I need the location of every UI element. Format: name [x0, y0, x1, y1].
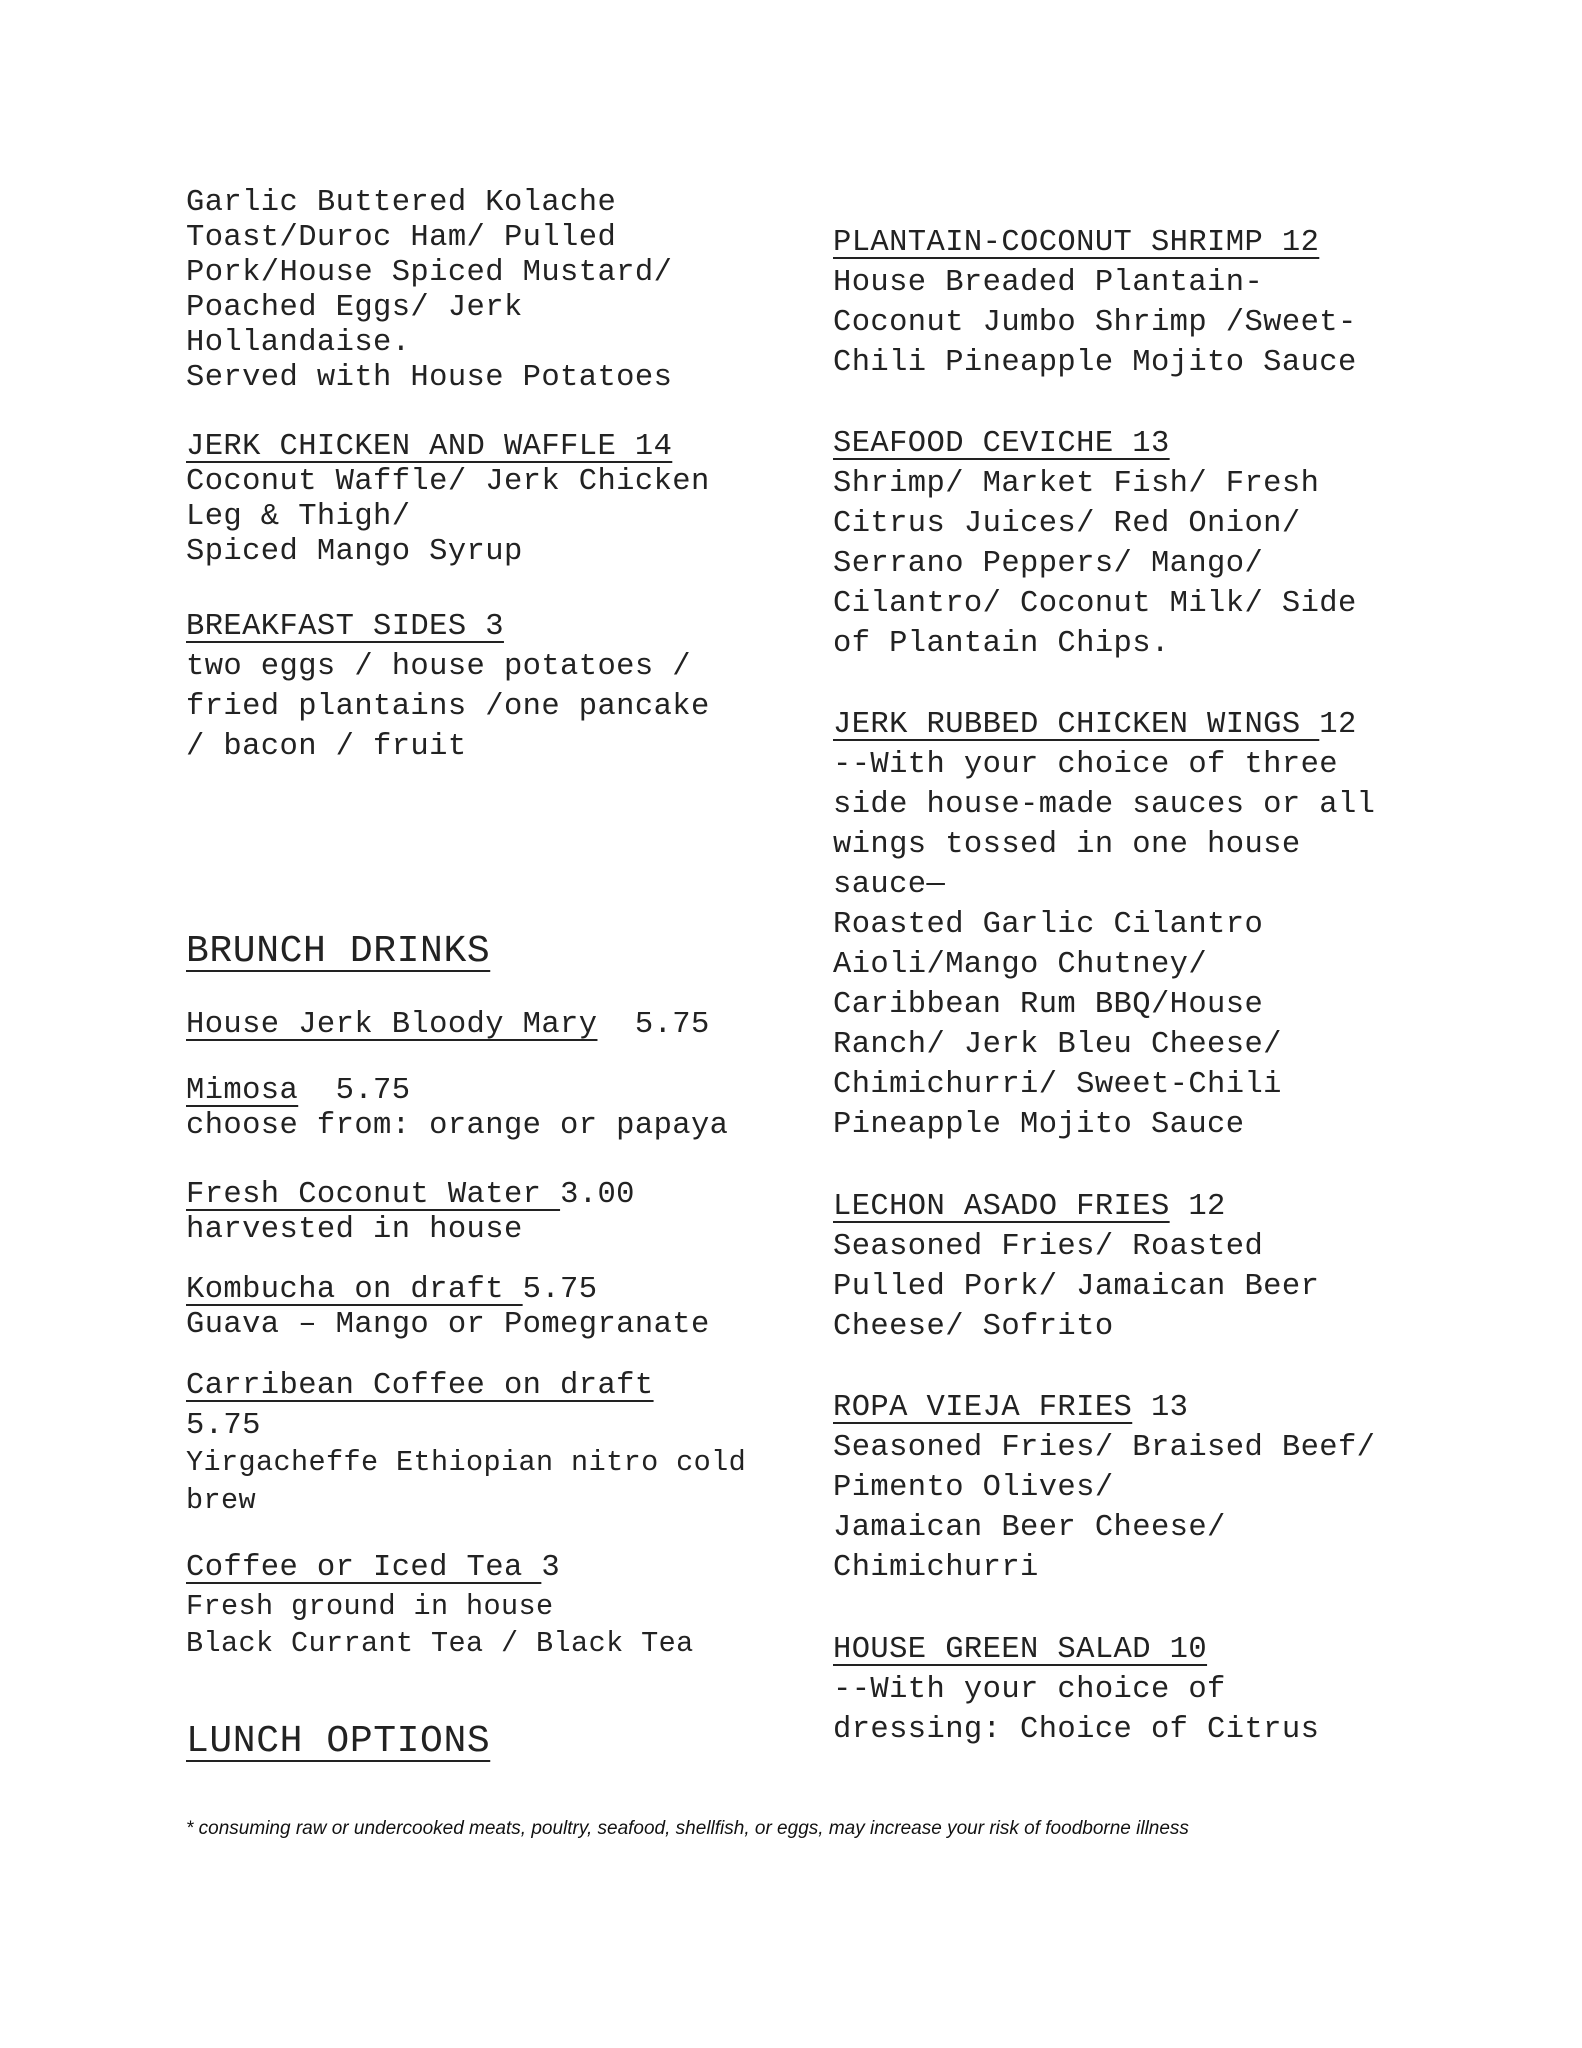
- item-title-chicken-wings: [833, 708, 1357, 742]
- section-heading-brunch-drinks: BRUNCH DRINKS: [186, 930, 491, 973]
- drink-name: House Jerk Bloody Mary: [186, 1008, 598, 1042]
- item-desc-line: Shrimp/ Market Fish/ Fresh: [833, 467, 1320, 501]
- drink-price: 5.75: [522, 1273, 598, 1307]
- drink-desc: harvested in house: [186, 1213, 523, 1247]
- item-desc-line: Pimento Olives/: [833, 1471, 1114, 1505]
- item-desc-line: wings tossed in one house: [833, 828, 1301, 862]
- item-title: LECHON ASADO FRIES: [833, 1190, 1170, 1224]
- item-title-lechon-fries: [833, 1190, 1226, 1224]
- item-desc-line: House Breaded Plantain-: [833, 266, 1264, 300]
- drink-price: 5.75: [597, 1008, 710, 1042]
- intro-line: Garlic Buttered Kolache: [186, 186, 617, 220]
- item-desc-line: dressing: Choice of Citrus: [833, 1713, 1320, 1747]
- item-price: 13: [1132, 1391, 1189, 1425]
- item-desc-line: Aioli/Mango Chutney/: [833, 948, 1208, 982]
- intro-line: Served with House Potatoes: [186, 361, 673, 395]
- item-title-plantain-shrimp: PLANTAIN-COCONUT SHRIMP 12: [833, 226, 1320, 260]
- item-desc-line: Spiced Mango Syrup: [186, 535, 523, 569]
- item-desc-line: Pulled Pork/ Jamaican Beer: [833, 1270, 1320, 1304]
- drink-desc: Guava – Mango or Pomegranate: [186, 1308, 710, 1342]
- item-desc-line: Cheese/ Sofrito: [833, 1310, 1114, 1344]
- item-desc-line: two eggs / house potatoes /: [186, 650, 691, 684]
- item-desc-line: Leg & Thigh/: [186, 500, 411, 534]
- drink-desc: Black Currant Tea / Black Tea: [186, 1627, 694, 1660]
- item-desc-line: Chimichurri/ Sweet-Chili: [833, 1068, 1282, 1102]
- item-desc-line: Pineapple Mojito Sauce: [833, 1108, 1245, 1142]
- drink-kombucha: [186, 1273, 597, 1307]
- item-desc-line: --With your choice of: [833, 1673, 1226, 1707]
- intro-line: Hollandaise.: [186, 326, 411, 360]
- item-desc-line: Coconut Jumbo Shrimp /Sweet-: [833, 306, 1357, 340]
- item-desc-line: Citrus Juices/ Red Onion/: [833, 507, 1301, 541]
- intro-line: Toast/Duroc Ham/ Pulled: [186, 221, 617, 255]
- item-desc-line: / bacon / fruit: [186, 730, 467, 764]
- item-desc-line: fried plantains /one pancake: [186, 690, 710, 724]
- section-heading-lunch-options: LUNCH OPTIONS: [186, 1720, 491, 1763]
- item-desc-line: Cilantro/ Coconut Milk/ Side: [833, 587, 1357, 621]
- item-price: 12: [1169, 1190, 1226, 1224]
- drink-price: 5.75: [186, 1409, 261, 1443]
- drink-desc: Fresh ground in house: [186, 1590, 554, 1623]
- drink-coffee-tea: [186, 1551, 560, 1585]
- drink-price: 5.75: [298, 1074, 411, 1108]
- intro-line: Poached Eggs/ Jerk: [186, 291, 523, 325]
- item-desc-line: Caribbean Rum BBQ/House: [833, 988, 1264, 1022]
- item-desc-line: Serrano Peppers/ Mango/: [833, 547, 1264, 581]
- item-desc-line: of Plantain Chips.: [833, 627, 1170, 661]
- drink-name: Fresh Coconut Water: [186, 1178, 561, 1212]
- item-title-seafood-ceviche: SEAFOOD CEVICHE 13: [833, 427, 1170, 461]
- item-title-ropa-vieja-fries: [833, 1391, 1188, 1425]
- item-desc-line: Jamaican Beer Cheese/: [833, 1511, 1226, 1545]
- drink-coffee-draft-name: Carribean Coffee on draft: [186, 1369, 654, 1403]
- drink-bloody-mary: [186, 1008, 710, 1042]
- item-desc-line: Coconut Waffle/ Jerk Chicken: [186, 465, 710, 499]
- item-desc-line: side house-made sauces or all: [833, 788, 1376, 822]
- item-desc-line: Seasoned Fries/ Braised Beef/: [833, 1431, 1376, 1465]
- item-desc-line: Chimichurri: [833, 1551, 1039, 1585]
- drink-price: 3.00: [560, 1178, 635, 1212]
- drink-coconut-water: [186, 1178, 635, 1212]
- item-desc-line: --With your choice of three: [833, 748, 1338, 782]
- item-title: ROPA VIEJA FRIES: [833, 1391, 1133, 1425]
- drink-desc: Yirgacheffe Ethiopian nitro cold: [186, 1446, 747, 1479]
- item-desc-line: Chili Pineapple Mojito Sauce: [833, 346, 1357, 380]
- item-desc-line: sauce—: [833, 868, 946, 902]
- item-desc-line: Seasoned Fries/ Roasted: [833, 1230, 1264, 1264]
- item-title-house-green-salad: HOUSE GREEN SALAD 10: [833, 1633, 1208, 1667]
- item-desc-line: Roasted Garlic Cilantro: [833, 908, 1264, 942]
- drink-name: Mimosa: [186, 1074, 299, 1108]
- item-title: JERK RUBBED CHICKEN WINGS: [833, 708, 1320, 742]
- item-title-breakfast-sides: BREAKFAST SIDES 3: [186, 610, 504, 644]
- drink-name: Coffee or Iced Tea: [186, 1551, 542, 1585]
- drink-desc: brew: [186, 1484, 257, 1517]
- drink-desc: choose from: orange or papaya: [186, 1109, 729, 1143]
- drink-price: 3: [541, 1551, 561, 1585]
- drink-name: Kombucha on draft: [186, 1273, 523, 1307]
- item-title-jerk-chicken-waffle: JERK CHICKEN AND WAFFLE 14: [186, 430, 673, 464]
- intro-line: Pork/House Spiced Mustard/: [186, 256, 673, 290]
- item-price: 12: [1319, 708, 1357, 742]
- item-desc-line: Ranch/ Jerk Bleu Cheese/: [833, 1028, 1282, 1062]
- drink-mimosa: [186, 1074, 410, 1108]
- footnote-food-safety: * consuming raw or undercooked meats, poultry, seafood, shellfish, or eggs, may increase your risk of foodborne illness: [186, 1818, 1189, 1839]
